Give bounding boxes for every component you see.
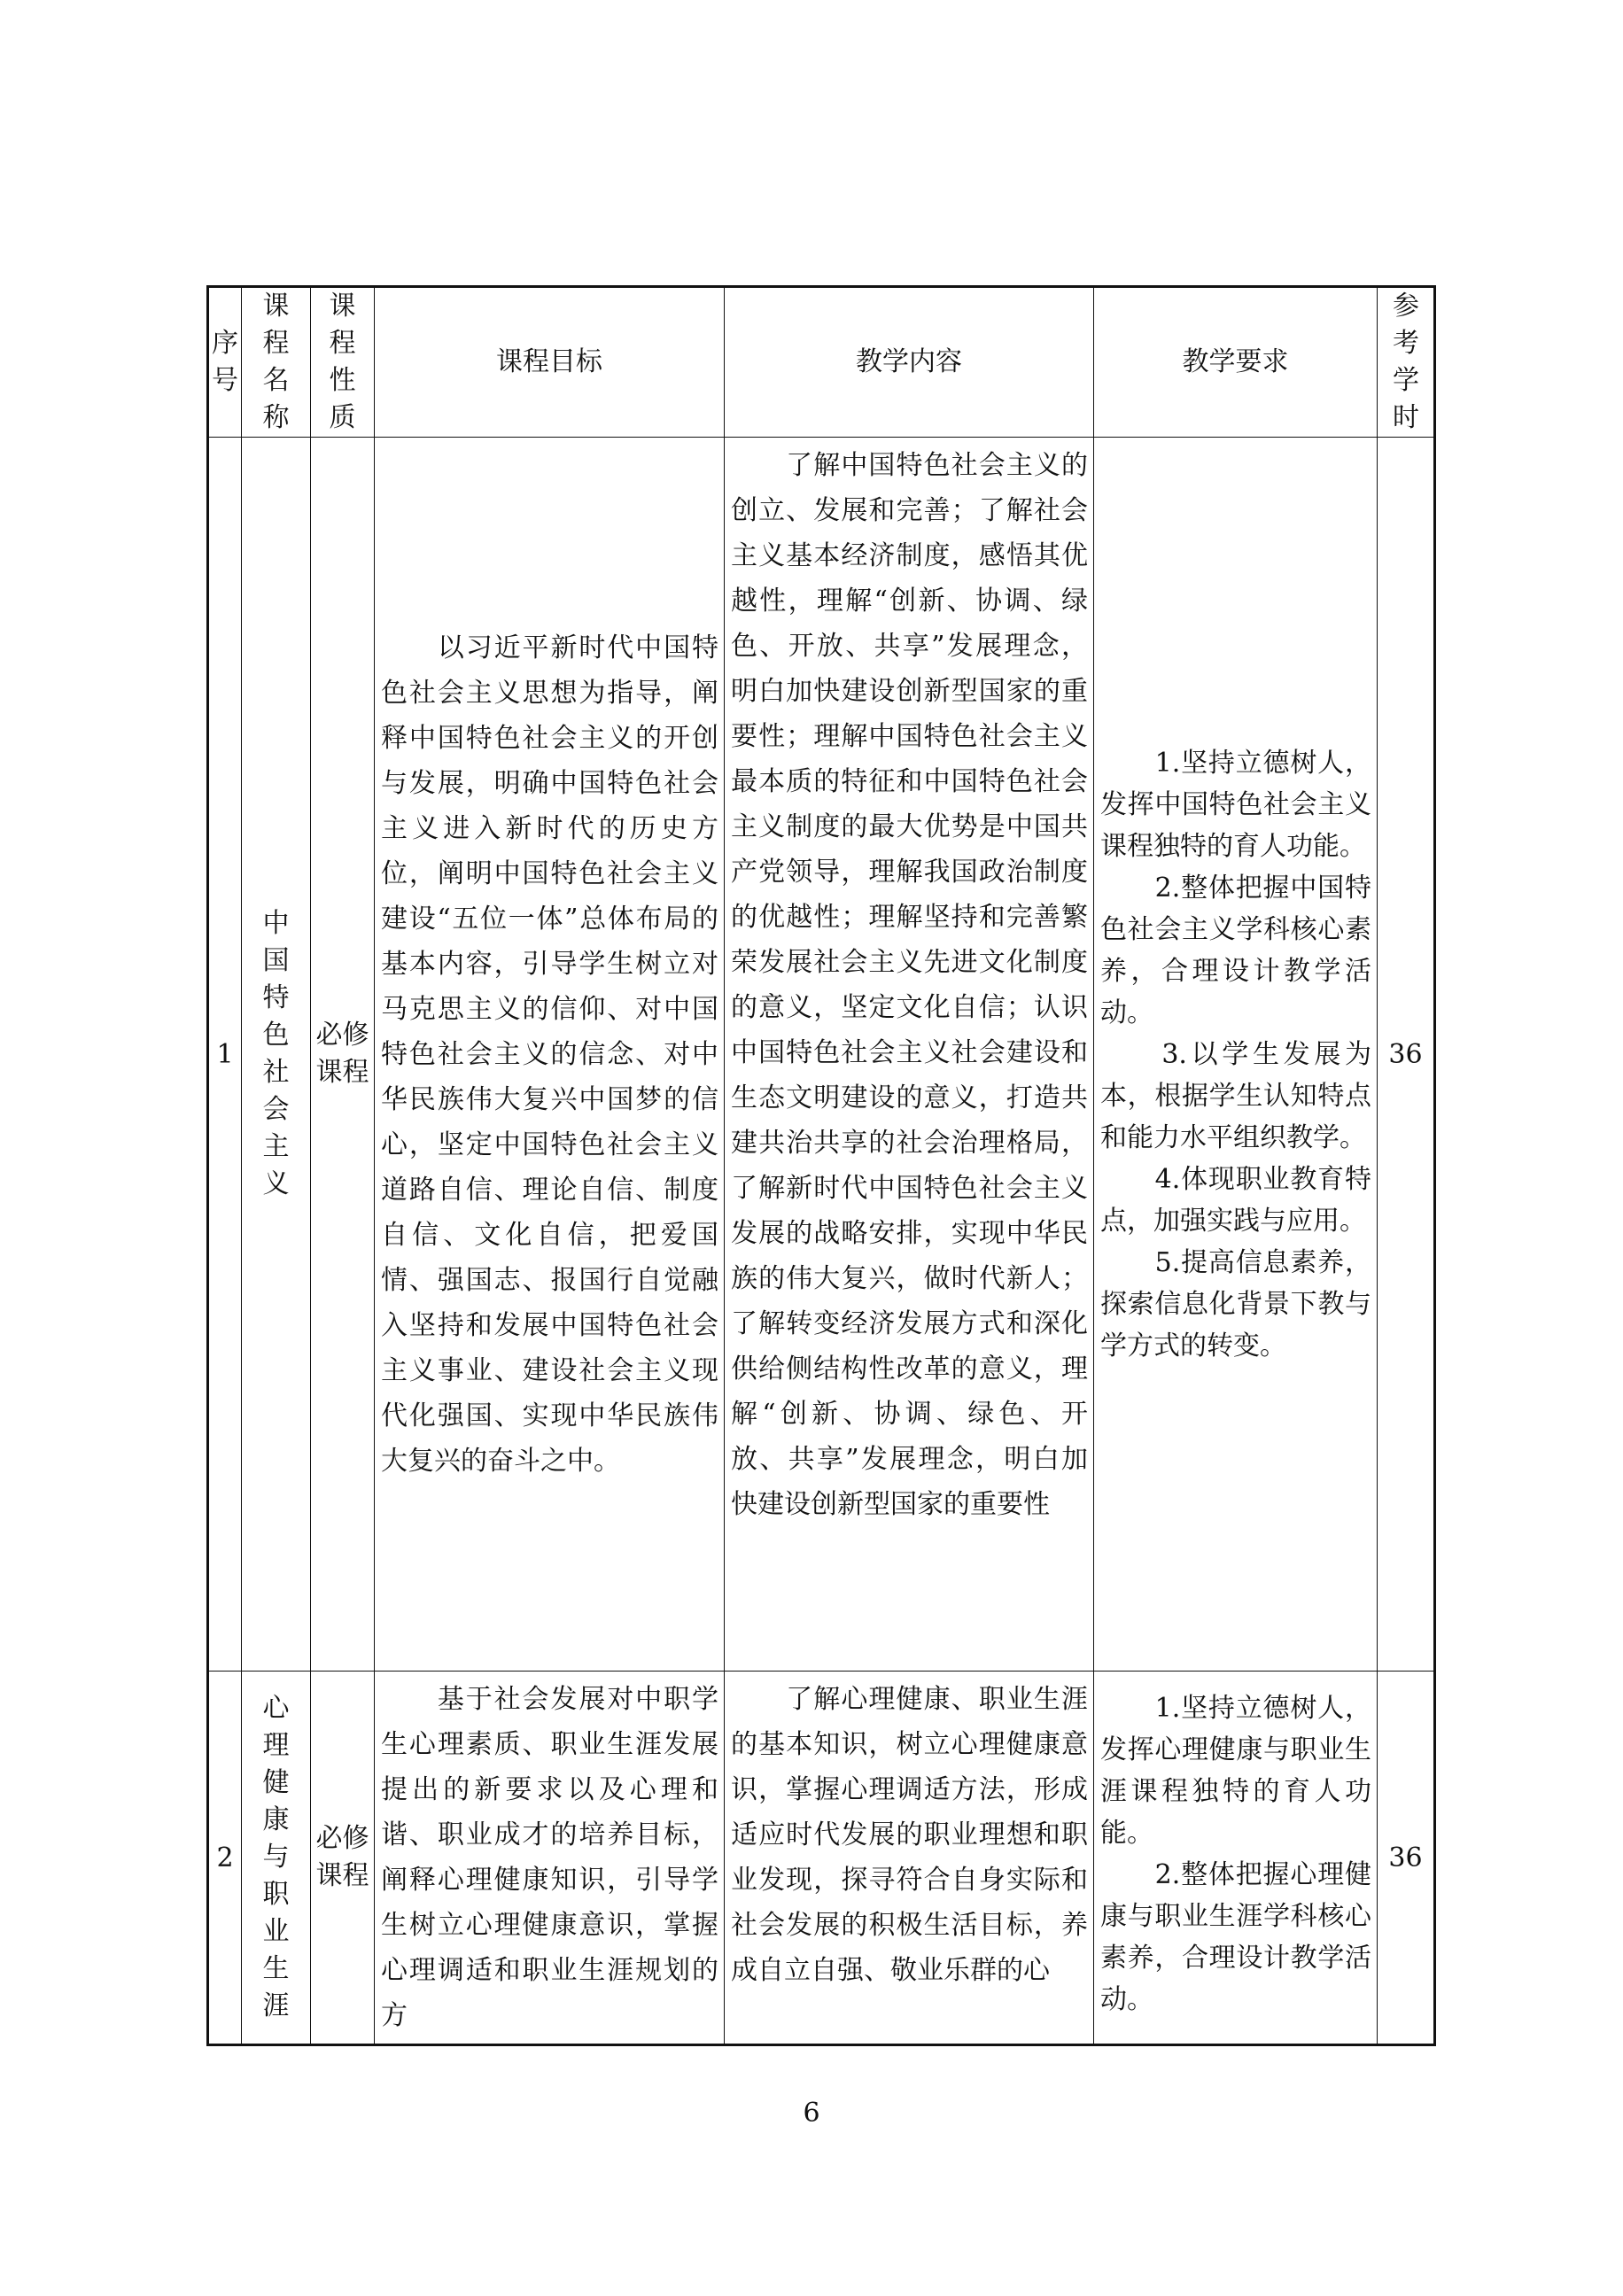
page-number: 6: [803, 2098, 820, 2129]
header-course-goal: 课程目标: [375, 287, 725, 438]
row-reference-hours: 36: [1378, 1672, 1435, 2045]
header-seq: 序号: [208, 287, 242, 438]
row-course-goal: 基于社会发展对中职学生心理素质、职业生涯发展提出的新要求以及心理和谐、职业成才的培养目标，阐释心理健康知识，引导学生树立心理健康意识，掌握心理调适和职业生涯规划的方: [375, 1672, 725, 2045]
header-teaching-content: 教学内容: [725, 287, 1094, 438]
header-course-name: 课程名称: [242, 287, 311, 438]
row-course-name: 中国特色社会主义: [242, 438, 311, 1672]
header-row: [208, 287, 1435, 438]
row-course-nature: 必修课程: [311, 1672, 375, 2045]
row-teaching-content: 了解中国特色社会主义的创立、发展和完善；了解社会主义基本经济制度，感悟其优越性，理解“创新、协调、绿色、开放、共享”发展理念，明白加快建设创新型国家的重要性；理解中国特色社会主义最本质的特征和中国特色社会主义制度的最大优势是中国共产党领导，理解我国政治制度的优越性；理解坚持和完善繁荣发展社会主义先进文化制度的意义，坚定文化自信；认识中国特色社会主义社会建设和生态文明建设的意义，打造共建共治共享的社会治理格局，了解新时代中国特色社会主义发展的战略安排，实现中华民族的伟大复兴，做时代新人；了解转变经济发展方式和深化供给侧结构性改革的意义，理解“创新、协调、绿色、开放、共享”发展理念，明白加快建设创新型国家的重要性: [725, 438, 1094, 1672]
row-teaching-requirement: 1.坚持立德树人，发挥心理健康与职业生涯课程独特的育人功能。 2.整体把握心理健康与职业生涯学科核心素养，合理设计教学活动。: [1094, 1672, 1378, 2045]
course-table: [206, 285, 1436, 2046]
table-row: [208, 438, 1435, 1672]
row-teaching-requirement: 1.坚持立德树人，发挥中国特色社会主义课程独特的育人功能。 2.整体把握中国特色社会主义学科核心素养，合理设计教学活动。 3.以学生发展为本，根据学生认知特点和能力水平组织教学。 4.体现职业教育特点，加强实践与应用。 5.提高信息素养，探索信息化背景下教与学方式的转变。: [1094, 438, 1378, 1672]
row-course-name: 心理健康与职业生涯: [242, 1672, 311, 2045]
row-seq: 2: [208, 1672, 242, 2045]
header-teaching-requirement: 教学要求: [1094, 287, 1378, 438]
row-course-goal: 以习近平新时代中国特色社会主义思想为指导，阐释中国特色社会主义的开创与发展，明确中国特色社会主义进入新时代的历史方位，阐明中国特色社会主义建设“五位一体”总体布局的基本内容，引导学生树立对马克思主义的信仰、对中国特色社会主义的信念、对中华民族伟大复兴中国梦的信心，坚定中国特色社会主义道路自信、理论自信、制度自信、文化自信，把爱国情、强国志、报国行自觉融入坚持和发展中国特色社会主义事业、建设社会主义现代化强国、实现中华民族伟大复兴的奋斗之中。: [375, 438, 725, 1672]
table-row: [208, 1672, 1435, 2045]
header-course-nature: 课程性质: [311, 287, 375, 438]
row-teaching-content: 了解心理健康、职业生涯的基本知识，树立心理健康意识，掌握心理调适方法，形成适应时代发展的职业理想和职业发现，探寻符合自身实际和社会发展的积极生活目标，养成自立自强、敬业乐群的心: [725, 1672, 1094, 2045]
row-reference-hours: 36: [1378, 438, 1435, 1672]
header-reference-hours: 参考学时: [1378, 287, 1435, 438]
row-seq: 1: [208, 438, 242, 1672]
row-course-nature: 必修课程: [311, 438, 375, 1672]
